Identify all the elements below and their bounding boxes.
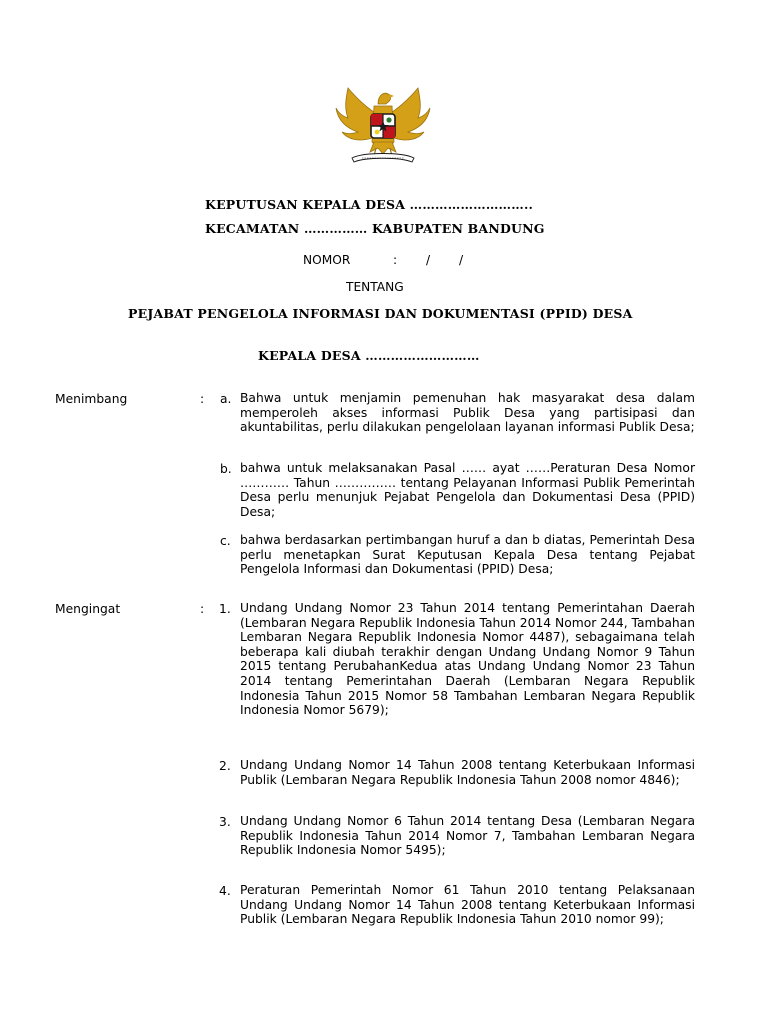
- title-line-1: KEPUTUSAN KEPALA DESA ………………………..: [205, 197, 534, 212]
- tentang-label: TENTANG: [346, 280, 404, 294]
- mengingat-item-4: Peraturan Pemerintah Nomor 61 Tahun 2010 tentang Pelaksanaan Undang Undang Nomor 14 Tahun 2008 tentang Keterbukaan Informasi Publik (Lembaran Negara Republik Indonesia Tahun 2010 nomor 99);: [240, 883, 695, 927]
- mengingat-marker-1: 1.: [219, 602, 231, 616]
- mengingat-label: Mengingat: [55, 602, 121, 616]
- menimbang-item-a: Bahwa untuk menjamin pemenuhan hak masyarakat desa dalam memperoleh akses informasi Publik Desa yang partisipasi dan akuntabilitas, perlu dilakukan pengelolaan layanan informasi Publik Desa;: [240, 391, 695, 435]
- menimbang-colon: :: [200, 392, 205, 406]
- menimbang-marker-a: a.: [220, 392, 232, 406]
- menimbang-item-c: bahwa berdasarkan pertimbangan huruf a dan b diatas, Pemerintah Desa perlu menetapkan Surat Keputusan Kepala Desa tentang Pejabat Pengelola Informasi dan Dokumentasi (PPID) Desa;: [240, 533, 695, 577]
- mengingat-item-3: Undang Undang Nomor 6 Tahun 2014 tentang Desa (Lembaran Negara Republik Indonesia Tahun 2014 Nomor 7, Tambahan Lembaran Negara Republik Indonesia Nomor 5495);: [240, 814, 695, 858]
- menimbang-marker-b: b.: [220, 462, 232, 476]
- nomor-slash-1: /: [426, 253, 431, 267]
- nomor-slash-2: /: [459, 253, 464, 267]
- mengingat-colon: :: [200, 602, 205, 616]
- mengingat-marker-4: 4.: [219, 884, 231, 898]
- document-subject: PEJABAT PENGELOLA INFORMASI DAN DOKUMENTASI (PPID) DESA: [128, 306, 633, 321]
- nomor-colon: :: [393, 253, 398, 267]
- issuer-line: KEPALA DESA ………………………: [258, 348, 480, 363]
- tail: [370, 142, 396, 154]
- mengingat-item-1: Undang Undang Nomor 23 Tahun 2014 tentang Pemerintahan Daerah (Lembaran Negara Republik Indonesia Tahun 2014 Nomor 244, Tambahan Lembaran Negara Republik Indonesia Nomor 4487), sebagaimana telah beberapa kali diubah terakhir dengan Undang Undang Nomor 9 Tahun 2015 tentang PerubahanKedua atas Undang Undang Nomor 23 Tahun 2014 tentang Pemerintahan Daerah (Lembaran Negara Republik Indonesia Tahun 2015 Nomor 58 Tambahan Lembaran Negara Republik Indonesia Nomor 5679);: [240, 601, 695, 718]
- mengingat-marker-2: 2.: [219, 759, 231, 773]
- mengingat-marker-3: 3.: [219, 815, 231, 829]
- title-line-2: KECAMATAN …………… KABUPATEN BANDUNG: [205, 221, 545, 236]
- menimbang-label: Menimbang: [55, 392, 128, 406]
- garuda-emblem-icon: [334, 82, 432, 164]
- head: [378, 93, 391, 104]
- nomor-label: NOMOR: [303, 253, 351, 267]
- menimbang-item-b: bahwa untuk melaksanakan Pasal …… ayat ……Peraturan Desa Nomor ………… Tahun …………… tentang Pelayanan Informasi Publik Pemerintah Desa perlu menunjuk Pejabat Pengelola dan Dokumentasi Desa (PPID) Desa;: [240, 461, 695, 519]
- mengingat-item-2: Undang Undang Nomor 14 Tahun 2008 tentang Keterbukaan Informasi Publik (Lembaran Negara Republik Indonesia Tahun 2008 nomor 4846);: [240, 758, 695, 787]
- menimbang-marker-c: c.: [220, 534, 231, 548]
